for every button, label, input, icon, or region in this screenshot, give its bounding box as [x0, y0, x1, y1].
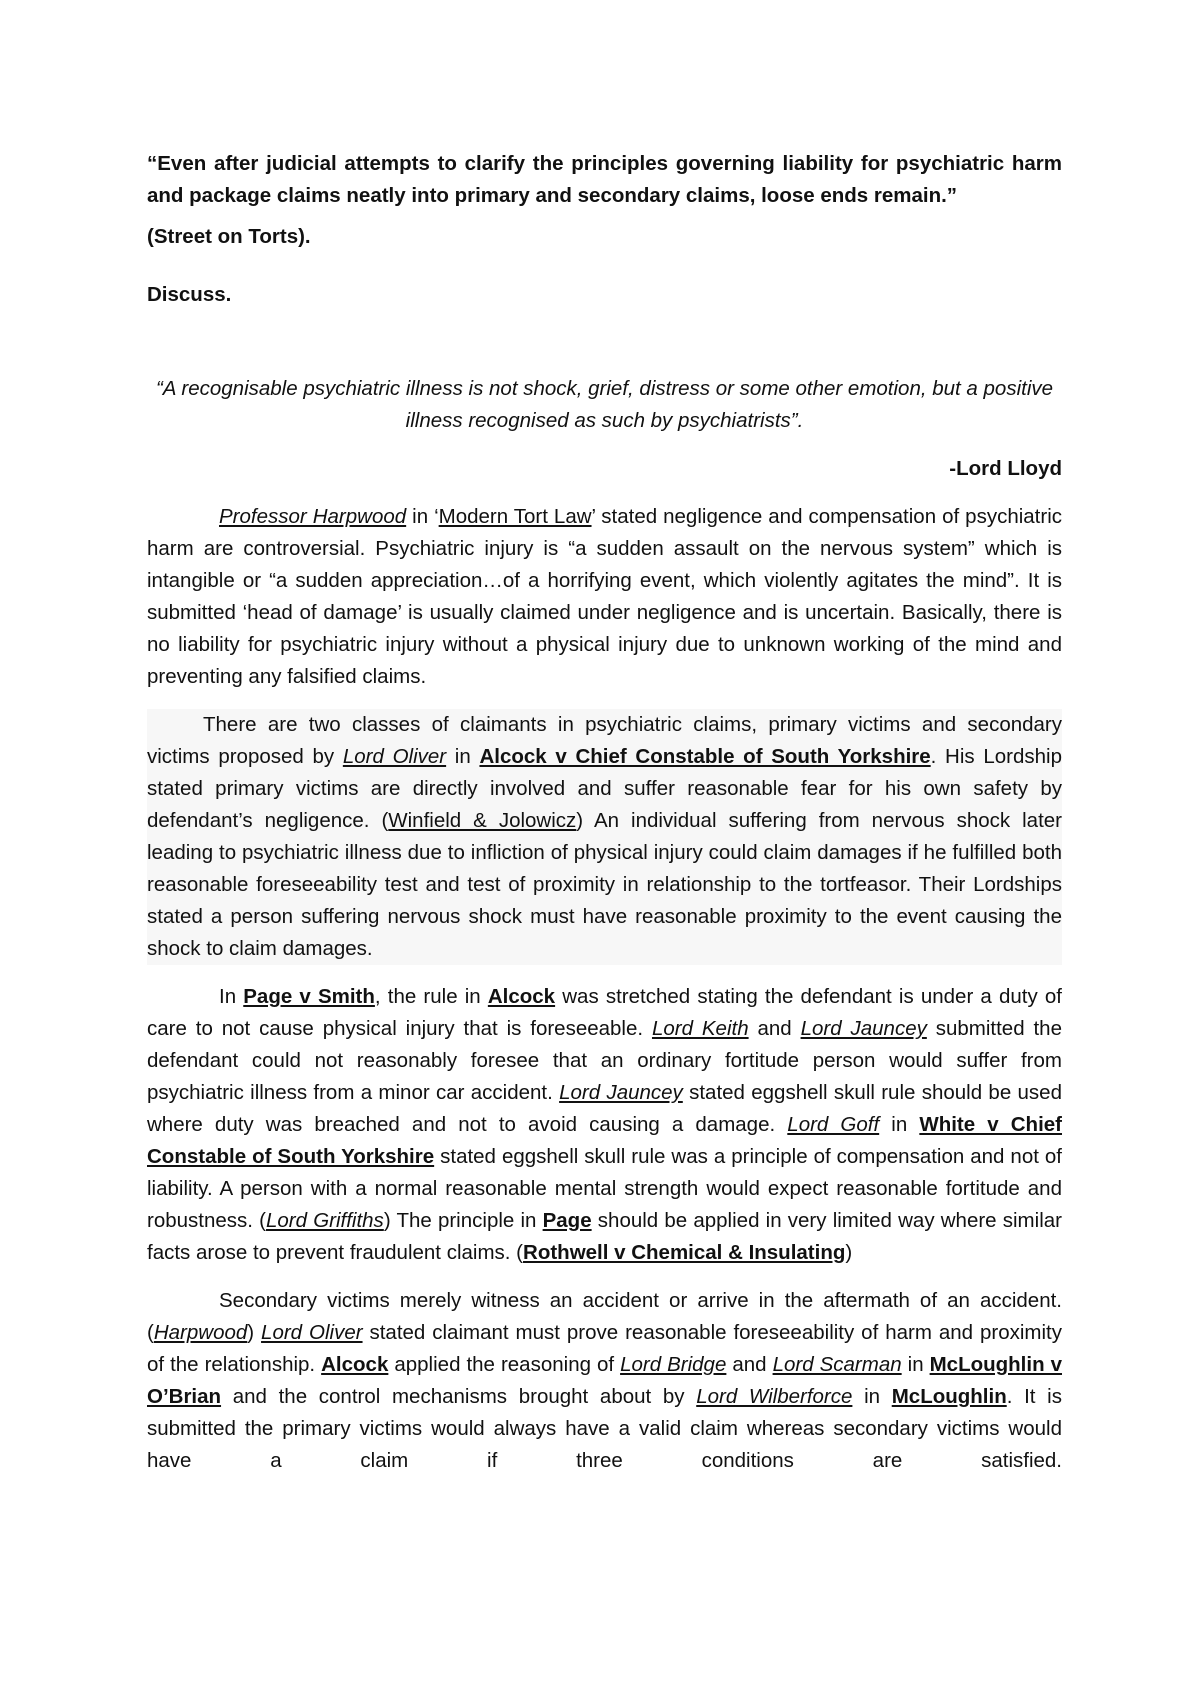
essay-question: “Even after judicial attempts to clarify the principles governing liability for psychiatric harm and package claims neatly into primary and secondary claims, loose ends remain.” — [147, 152, 1062, 207]
paragraph-4 — [147, 1285, 1062, 1477]
judge-ref: Lord Bridge — [620, 1353, 727, 1376]
judge-ref: Lord Jauncey — [559, 1081, 683, 1104]
case-ref: Page — [542, 1209, 592, 1232]
judge-ref: Lord Jauncey — [800, 1017, 927, 1040]
source-ref: Winfield & Jolowicz — [388, 809, 577, 832]
case-ref: Rothwell v Chemical & Insulating — [523, 1241, 846, 1264]
text-span: and — [726, 1353, 773, 1376]
judge-ref: Lord Oliver — [261, 1321, 363, 1344]
text-span: and — [748, 1017, 801, 1040]
text-span: ) The principle in — [383, 1209, 543, 1232]
paragraph-1 — [147, 501, 1062, 693]
judge-ref: Lord Wilberforce — [696, 1385, 853, 1408]
case-ref: White v Chief Constable of South Yorkshire — [147, 1113, 1062, 1168]
text-span: ) — [845, 1241, 853, 1264]
paragraph-3 — [147, 981, 1062, 1269]
text-span: in — [879, 1113, 920, 1136]
case-ref: Page v Smith — [243, 985, 375, 1008]
text-span: submitted the defendant could not reasonably foresee that an ordinary fortitude person would suffer from psychiatric illness from a minor car accident. — [147, 1017, 1062, 1104]
text-span: . It is submitted the primary victims would always have a valid claim whereas secondary victims would have a claim if three conditions are satisfied. — [147, 1385, 1062, 1472]
text-span: applied the reasoning of — [388, 1353, 621, 1376]
case-ref: Alcock — [321, 1353, 389, 1376]
text-span: in — [446, 745, 480, 768]
paragraph-2 — [147, 709, 1062, 965]
judge-ref: Lord Oliver — [342, 745, 447, 768]
text-span: and the control mechanisms brought about by — [221, 1385, 697, 1408]
text-span: stated eggshell skull rule should be used where duty was breached and not to avoid causing a damage. — [147, 1081, 1062, 1136]
epigraph-attribution: -Lord Lloyd — [949, 457, 1062, 480]
text-span: was stretched stating the defendant is under a duty of care to not cause physical injury that is foreseeable. — [147, 985, 1062, 1040]
case-ref: Alcock — [487, 985, 556, 1008]
text-span: in ‘ — [406, 505, 439, 528]
text-span: stated claimant must prove reasonable foreseeability of harm and proximity of the relationship. — [147, 1321, 1062, 1376]
text-span: . His Lordship stated primary victims are directly involved and suffer reasonable fear for his own safety by defendant’s negligence. ( — [147, 745, 1062, 832]
judge-ref: Professor Harpwood — [219, 505, 407, 528]
text-span: Secondary victims merely witness an accident or arrive in the aftermath of an accident. ( — [147, 1289, 1062, 1344]
text-span: stated eggshell skull rule was a principle of compensation and not of liability. A person with a normal reasonable mental strength would expect reasonable fortitude and robustness. ( — [147, 1145, 1063, 1232]
question-instruction: Discuss. — [147, 283, 232, 306]
text-span: , the rule in — [374, 985, 488, 1008]
judge-ref: Lord Goff — [787, 1113, 880, 1136]
text-span: in — [901, 1353, 930, 1376]
text-span: ) An individual suffering from nervous shock later leading to psychiatric illness due to infliction of physical injury could claim damages if he fulfilled both reasonable foreseeability test and test of proximity in relationship to the tortfeasor. Their Lordships stated a person suffering nervous shock must have reasonable proximity to the event causing the shock to claim damages. — [147, 809, 1062, 960]
case-ref: McLoughlin v O’Brian — [147, 1353, 1062, 1408]
judge-ref: Lord Griffiths — [265, 1209, 384, 1232]
judge-ref: Lord Keith — [651, 1017, 749, 1040]
text-span: should be applied in very limited way where similar facts arose to prevent fraudulent claims. ( — [147, 1209, 1062, 1264]
text-span: There are two classes of claimants in psychiatric claims, primary victims and secondary victims proposed by — [147, 713, 1062, 768]
epigraph-quote: “A recognisable psychiatric illness is not shock, grief, distress or some other emotion, but a positive illness recognised as such by psychiatrists”. — [155, 377, 1054, 432]
judge-ref: Lord Scarman — [772, 1353, 902, 1376]
text-span: In — [219, 985, 244, 1008]
judge-ref: Harpwood — [153, 1321, 248, 1344]
case-ref: McLoughlin — [891, 1385, 1007, 1408]
text-span: ’ stated negligence and compensation of psychiatric harm are controversial. Psychiatric injury is “a sudden assault on the nervous system” which is intangible or “a sudden appreciation…of a horrifying event, which violently agitates the mind”. It is submitted ‘head of damage’ is usually claimed under negligence and is uncertain. Basically, there is no liability for psychiatric injury without a physical injury due to unknown working of the mind and preventing any falsified claims. — [147, 505, 1063, 688]
case-ref: Alcock v Chief Constable of South Yorkshire — [479, 745, 931, 768]
question-source: (Street on Torts). — [147, 225, 311, 248]
text-span: in — [852, 1385, 892, 1408]
book-ref: Modern Tort Law — [438, 505, 592, 528]
text-span: ) — [247, 1321, 262, 1344]
